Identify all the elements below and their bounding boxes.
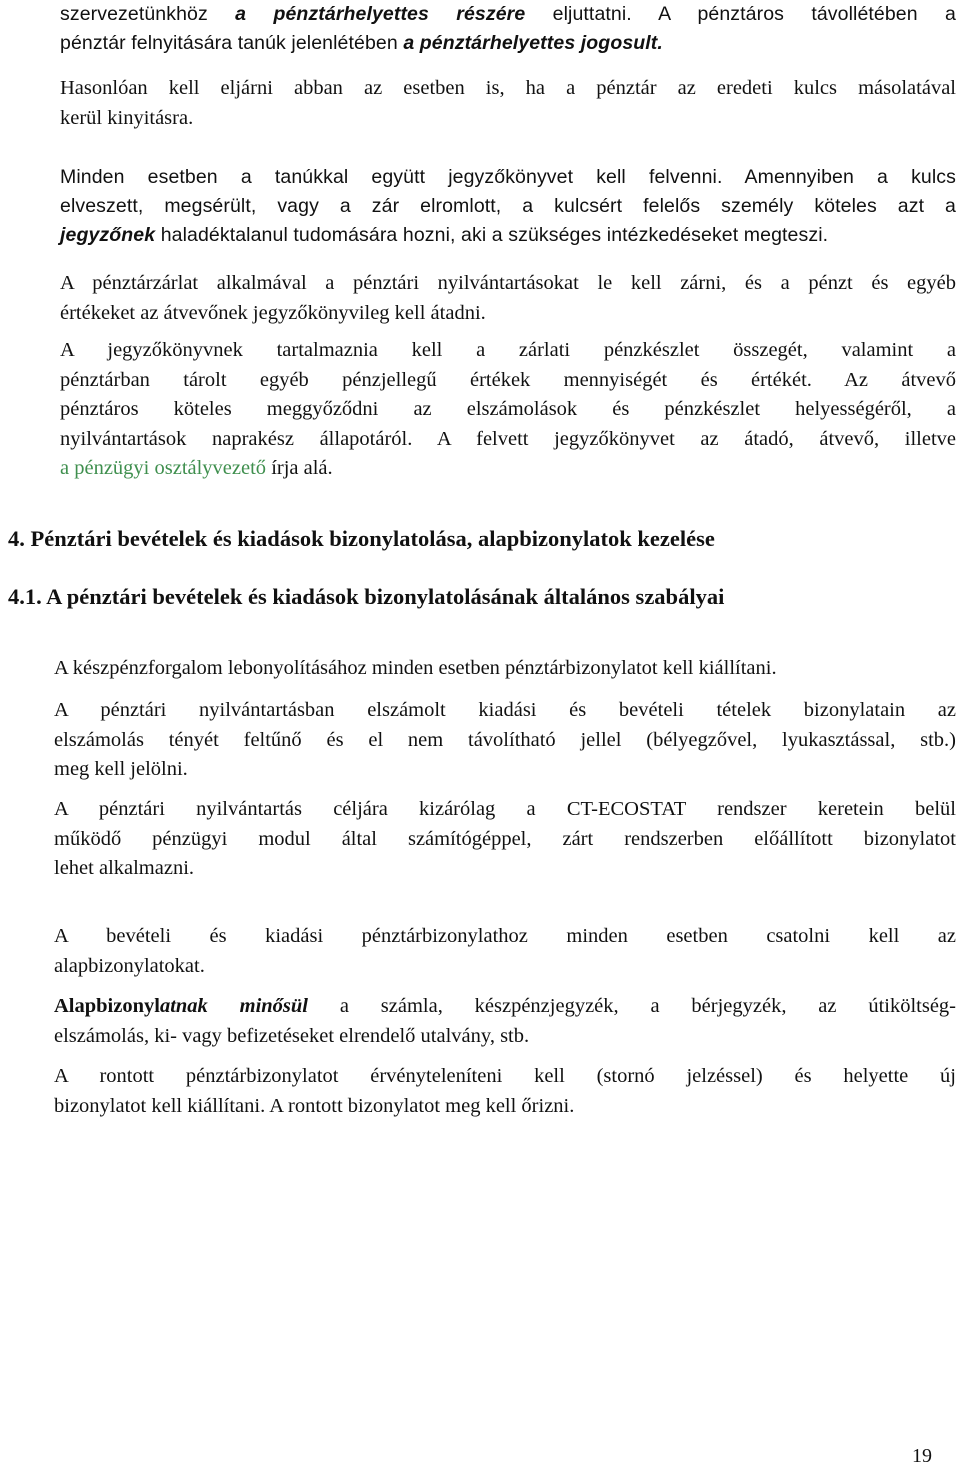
text-line: Hasonlóan kell eljárni abban az esetben is, ha a pénztár az eredeti kulcs másolatával bbox=[60, 77, 956, 99]
paragraph-minutes-content bbox=[60, 336, 956, 484]
text-line: meg kell jelölni. bbox=[54, 758, 188, 780]
text-line: pénztárban tárolt egyéb pénzjellegű értékek mennyiségét és értékét. Az átvevő bbox=[60, 368, 956, 391]
text-run: pénztár felnyitására tanúk jelenlétében bbox=[60, 32, 404, 54]
paragraph-cash-voucher bbox=[54, 654, 956, 684]
emphasis-text: a pénztárhelyettes részére bbox=[235, 3, 526, 25]
text-run: haladéktalanul tudomására hozni, aki a szükséges intézkedéseket megteszi. bbox=[155, 224, 829, 246]
text-line bbox=[60, 221, 956, 250]
text-line: elszámolás tényét feltűnő és el nem távolítható jellel (bélyegzővel, lyukasztással, stb.) bbox=[54, 728, 956, 751]
text-run: eljuttatni. A pénztáros távollétében a bbox=[525, 3, 956, 25]
paragraph-voucher-marking bbox=[54, 696, 956, 785]
text-run: írja alá. bbox=[266, 457, 333, 479]
paragraph-key-copy bbox=[60, 74, 956, 133]
text-run: a számla, készpénzjegyzék, a bérjegyzék, az útiköltség- bbox=[308, 995, 957, 1017]
text-line: A készpénzforgalom lebonyolításához minden esetben pénztárbizonylatot kell kiállítani. bbox=[54, 657, 777, 679]
text-line bbox=[54, 992, 956, 1022]
text-line: bizonylatot kell kiállítani. A rontott bizonylatot meg kell őrizni. bbox=[54, 1094, 575, 1117]
paragraph-attach-base-documents bbox=[54, 922, 956, 981]
paragraph-base-document-definition bbox=[54, 992, 956, 1051]
text-line: értékeket az átvevőnek jegyzőkönyvileg kell átadni. bbox=[60, 301, 486, 324]
emphasis-text: atnak minősül bbox=[159, 995, 309, 1017]
text-line: kerül kinyitásra. bbox=[60, 106, 194, 129]
text-line: A pénztári nyilvántartásban elszámolt kiadási és bevételi tételek bizonylatain az bbox=[54, 699, 956, 721]
text-line bbox=[60, 0, 956, 29]
text-line bbox=[60, 454, 956, 484]
section-heading-4: 4. Pénztári bevételek és kiadások bizonylatolása, alapbizonylatok kezelése bbox=[8, 526, 715, 551]
emphasis-text: jegyzőnek bbox=[60, 224, 156, 246]
paragraph-spoiled-voucher bbox=[54, 1062, 956, 1121]
text-line: A pénztári nyilvántartás céljára kizárólag a CT-ECOSTAT rendszer keretein belül bbox=[54, 798, 956, 820]
text-line: elszámolás, ki- vagy befizetéseket elrendelő utalvány, stb. bbox=[54, 1024, 530, 1047]
bold-text: Alapbizonyl bbox=[54, 995, 160, 1017]
page-number: 19 bbox=[912, 1445, 932, 1467]
text-line: elveszett, megsérült, vagy a zár elromlott, a kulcsért felelős személy köteles azt a bbox=[60, 195, 956, 217]
text-line: A jegyzőkönyvnek tartalmaznia kell a zárlati pénzkészlet összegét, valamint a bbox=[60, 339, 956, 361]
text-line: nyilvántartások naprakész állapotáról. A felvett jegyzőkönyvet az átadó, átvevő, illetve bbox=[60, 427, 956, 450]
paragraph-ct-ecostat bbox=[54, 795, 956, 884]
text-line: A pénztárzárlat alkalmával a pénztári nyilvántartásokat le kell zárni, és a pénzt és egyéb bbox=[60, 272, 956, 294]
highlighted-text: a pénzügyi osztályvezető bbox=[60, 457, 267, 479]
text-line bbox=[60, 29, 956, 58]
text-line: működő pénzügyi modul által számítógéppel, zárt rendszerben előállított bizonylatot bbox=[54, 827, 956, 850]
paragraph-cashier-deputy bbox=[60, 0, 956, 58]
text-line: lehet alkalmazni. bbox=[54, 857, 195, 879]
emphasis-text: a pénztárhelyettes jogosult. bbox=[403, 32, 663, 54]
paragraph-lost-key bbox=[60, 163, 956, 250]
text-line: A rontott pénztárbizonylatot érvényteleníteni kell (stornó jelzéssel) és helyette új bbox=[54, 1065, 956, 1087]
text-line: alapbizonylatokat. bbox=[54, 954, 205, 977]
paragraph-cash-closing bbox=[60, 269, 956, 328]
text-line: Minden esetben a tanúkkal együtt jegyzőkönyvet kell felvenni. Amennyiben a kulcs bbox=[60, 166, 956, 188]
text-line: pénztáros köteles meggyőződni az elszámolások és pénzkészlet helyességéről, a bbox=[60, 398, 956, 420]
text-run: szervezetünkhöz bbox=[60, 3, 236, 25]
text-line: A bevételi és kiadási pénztárbizonylathoz minden esetben csatolni kell az bbox=[54, 925, 956, 947]
section-heading-4-1: 4.1. A pénztári bevételek és kiadások bizonylatolásának általános szabályai bbox=[8, 584, 725, 609]
